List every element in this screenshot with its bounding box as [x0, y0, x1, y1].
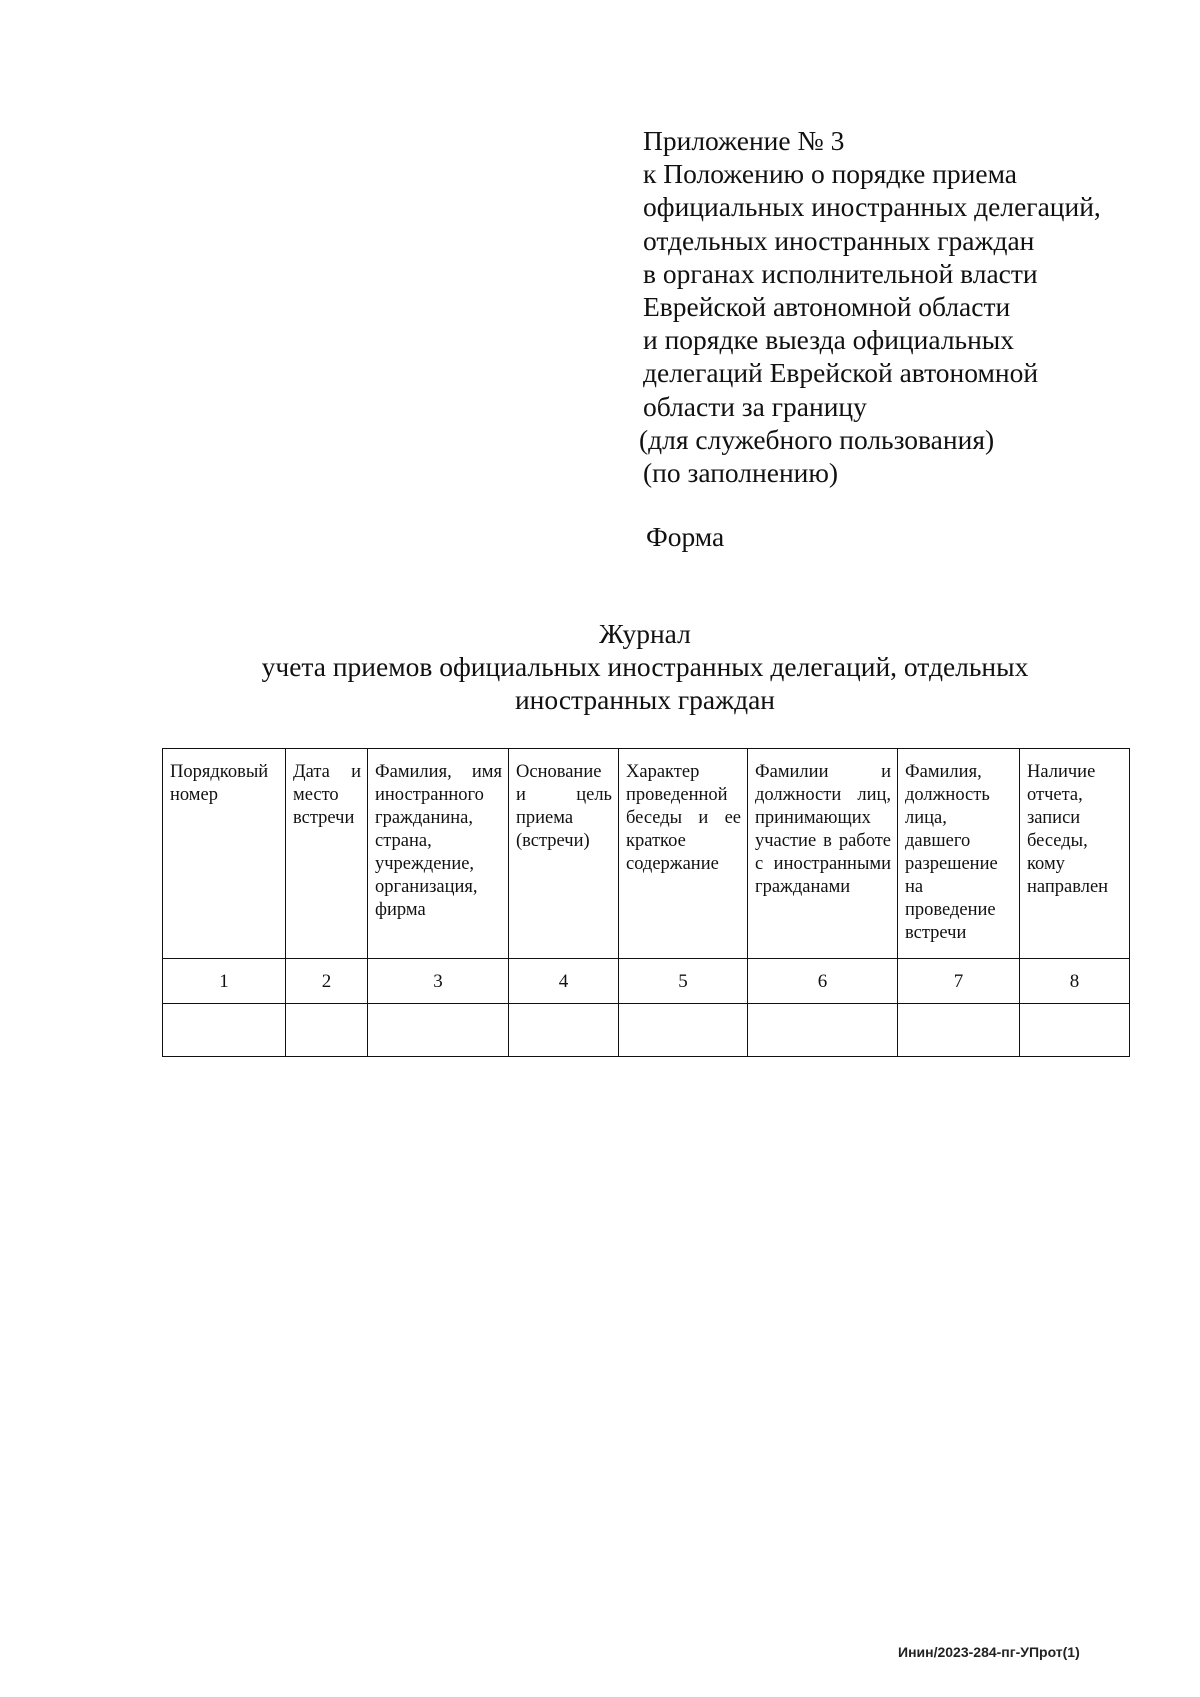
appendix-block: [639, 124, 1163, 489]
column-number: 5: [619, 959, 748, 1004]
table-header-cell: [509, 749, 619, 959]
table-header-cell: [898, 749, 1020, 959]
table-number-row: [163, 959, 1130, 1004]
column-number: 3: [368, 959, 509, 1004]
header-text: Порядковый номер: [170, 762, 269, 805]
table-header-cell: [619, 749, 748, 959]
journal-subtitle-line: учета приемов официальных иностранных делегаций, отдельных: [261, 651, 1029, 682]
empty-cell: [163, 1004, 286, 1057]
document-id: Инин/2023-284-пг-УПрот(1): [898, 1644, 1080, 1660]
table-header-cell: [1020, 749, 1130, 959]
column-number: 8: [1020, 959, 1130, 1004]
journal-subtitle-line: иностранных граждан: [514, 684, 776, 715]
empty-cell: [898, 1004, 1020, 1057]
header-text: Основание и цель приема (встречи): [516, 762, 612, 851]
journal-table: [162, 748, 1130, 1057]
header-text: Фамилия, имя иностранного гражданина, страна, учреждение, организация, фирма: [375, 762, 502, 920]
empty-cell: [1020, 1004, 1130, 1057]
header-text: Фамилия, должность лица, давшего разрешение на проведение встречи: [905, 762, 998, 943]
table-header-cell: [748, 749, 898, 959]
journal-title: Журнал: [599, 618, 691, 649]
column-number: 7: [898, 959, 1020, 1004]
empty-cell: [748, 1004, 898, 1057]
appendix-line: делегаций Еврейской автономной: [643, 357, 1039, 389]
empty-cell: [368, 1004, 509, 1057]
header-text: Характер проведенной беседы и ее краткое содержание: [626, 762, 741, 874]
empty-cell: [619, 1004, 748, 1057]
empty-cell: [509, 1004, 619, 1057]
header-text: Наличие отчета, записи беседы, кому направлен: [1027, 762, 1109, 897]
journal-heading: [160, 617, 1130, 716]
appendix-line: (для служебного пользования): [639, 423, 995, 455]
column-number: 2: [286, 959, 368, 1004]
column-number: 1: [163, 959, 286, 1004]
form-label: Форма: [646, 521, 725, 552]
table-empty-row: [163, 1004, 1130, 1057]
appendix-line: области за границу: [643, 390, 867, 422]
appendix-line: и порядке выезда официальных: [643, 324, 1015, 356]
header-text: Дата и место встречи: [293, 762, 361, 828]
table-header-row: [163, 749, 1130, 959]
table-header-cell: [163, 749, 286, 959]
appendix-line: к Положению о порядке приема: [643, 158, 1018, 190]
appendix-line: Еврейской автономной области: [643, 291, 1011, 323]
appendix-line: официальных иностранных делегаций,: [643, 191, 1101, 223]
column-number: 4: [509, 959, 619, 1004]
header-text: Фамилии и должности лиц, принимающих участие в работе с иностранными гражданами: [755, 762, 891, 897]
appendix-line: Приложение № 3: [643, 125, 845, 156]
table-header-cell: [368, 749, 509, 959]
table-header-cell: [286, 749, 368, 959]
empty-cell: [286, 1004, 368, 1057]
appendix-line: (по заполнению): [643, 457, 839, 489]
column-number: 6: [748, 959, 898, 1004]
appendix-line: в органах исполнительной власти: [643, 257, 1038, 289]
appendix-line: отдельных иностранных граждан: [643, 224, 1035, 256]
